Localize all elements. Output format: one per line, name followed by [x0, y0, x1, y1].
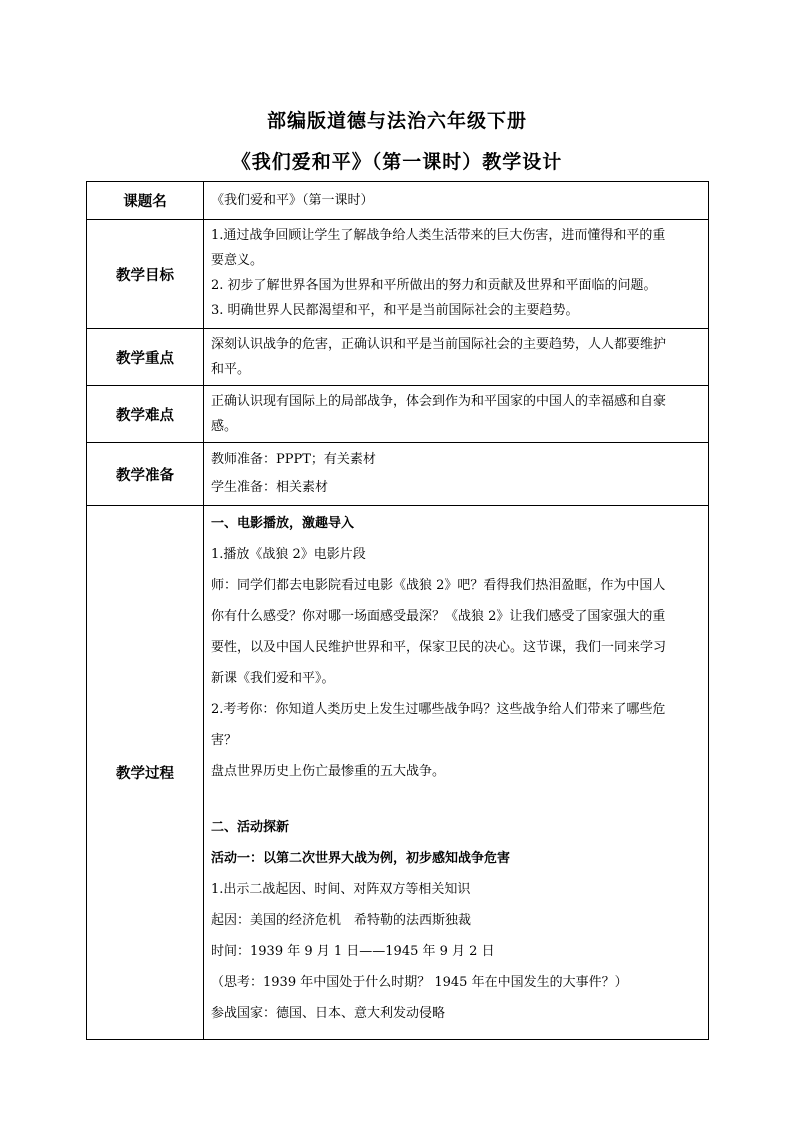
goal-line: 要意义。 — [211, 253, 264, 268]
row-content-difficulty — [204, 386, 709, 443]
focus-line: 深刻认识战争的危害，正确认识和平是当前国际社会的主要趋势，人人都要维护 — [211, 337, 667, 352]
goal-line: 3. 明确世界人民都渴望和平，和平是当前国际社会的主要趋势。 — [211, 303, 579, 318]
document-title: 部编版道德与法治六年级下册 — [266, 110, 527, 132]
process-line: 你有什么感受？你对哪一场面感受最深？《战狼 2》让我们感受了国家强大的重 — [211, 609, 666, 624]
row-goals — [87, 220, 709, 329]
row-difficulty — [87, 386, 709, 443]
difficulty-line: 感。 — [211, 419, 238, 434]
section-heading: 一、电影播放，激趣导入 — [211, 516, 355, 531]
topic-line: 《我们爱和平》（第一课时） — [211, 193, 374, 208]
row-prep — [87, 443, 709, 506]
process-line: 1.出示二战起因、时间、对阵双方等相关知识 — [211, 882, 471, 897]
row-content-prep — [204, 443, 709, 506]
prep-line: 教师准备：PPPT；有关素材 — [211, 452, 376, 467]
process-line: 2.考考你：你知道人类历史上发生过哪些战争吗？这些战争给人们带来了哪些危 — [211, 702, 666, 717]
row-content-goals — [204, 220, 709, 329]
row-process — [87, 506, 709, 1040]
focus-line: 和平。 — [211, 362, 251, 377]
activity-heading: 活动一：以第二次世界大战为例，初步感知战争危害 — [211, 851, 511, 866]
row-focus — [87, 329, 709, 386]
row-label-difficulty: 教学难点 — [87, 386, 204, 443]
process-line: 盘点世界历史上伤亡最惨重的五大战争。 — [211, 764, 446, 779]
process-line: 要性，以及中国人民维护世界和平，保家卫民的决心。这节课，我们一同来学习 — [211, 640, 667, 655]
process-line: （思考：1939 年中国处于什么时期？ 1945 年在中国发生的大事件？） — [211, 975, 628, 990]
row-label-prep: 教学准备 — [87, 443, 204, 506]
process-line: 新课《我们爱和平》。 — [211, 671, 335, 686]
prep-line: 学生准备：相关素材 — [211, 480, 329, 495]
lesson-plan-table — [86, 181, 709, 1040]
row-topic — [87, 182, 709, 220]
process-line: 时间：1939 年 9 月 1 日——1945 年 9 月 2 日 — [211, 944, 495, 959]
process-line: 师：同学们都去电影院看过电影《战狼 2》吧？看得我们热泪盈眶，作为中国人 — [211, 578, 666, 593]
blank-line — [211, 787, 702, 812]
process-line: 害？ — [211, 733, 238, 748]
process-line: 参战国家：德国、日本、意大利发动侵略 — [211, 1006, 446, 1021]
row-label-goals: 教学目标 — [87, 220, 204, 329]
process-line: 1.播放《战狼 2》电影片段 — [211, 547, 366, 562]
row-content-topic — [204, 182, 709, 220]
section-heading: 二、活动探新 — [211, 820, 290, 835]
goal-line: 1.通过战争回顾让学生了解战争给人类生活带来的巨大伤害，进而懂得和平的重 — [211, 228, 666, 243]
row-label-topic: 课题名 — [87, 182, 204, 220]
difficulty-line: 正确认识现有国际上的局部战争，体会到作为和平国家的中国人的幸福感和自豪 — [211, 394, 667, 409]
row-content-focus — [204, 329, 709, 386]
row-label-focus: 教学重点 — [87, 329, 204, 386]
document-subtitle: 《我们爱和平》（第一课时）教学设计 — [231, 151, 563, 173]
process-line: 起因：美国的经济危机 希特勒的法西斯独裁 — [211, 913, 472, 928]
goal-line: 2. 初步了解世界各国为世界和平所做出的努力和贡献及世界和平面临的问题。 — [211, 278, 657, 293]
row-content-process — [204, 506, 709, 1040]
row-label-process: 教学过程 — [87, 506, 204, 1040]
